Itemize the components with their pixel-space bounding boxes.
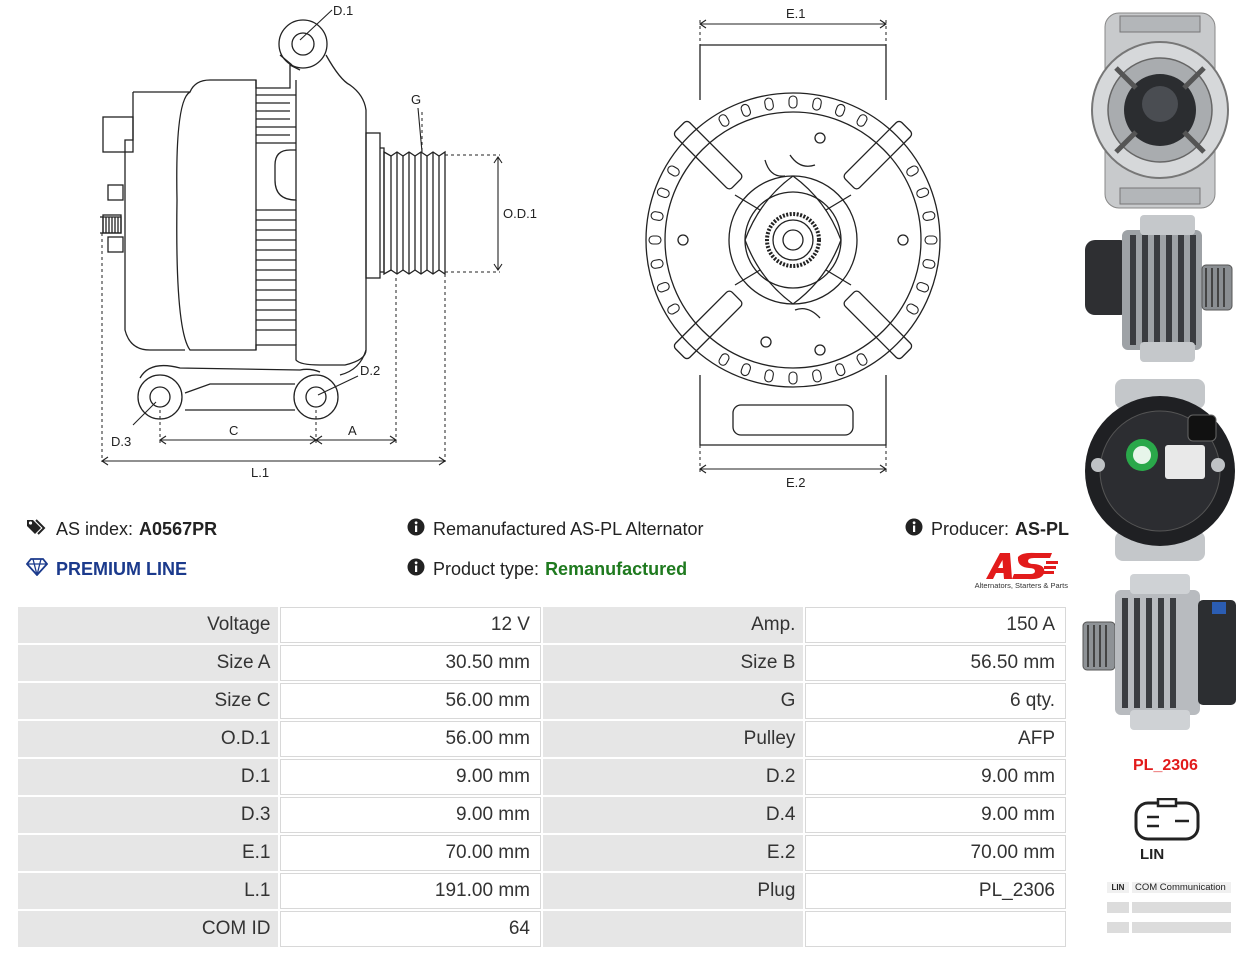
spec-label: Size A bbox=[18, 645, 278, 681]
alternator-photo-front bbox=[1080, 8, 1238, 213]
vent-slot bbox=[656, 187, 670, 199]
spec-row bbox=[18, 835, 1066, 871]
com-legend-desc bbox=[1132, 922, 1231, 933]
spec-label: E.1 bbox=[18, 835, 278, 871]
vent-slot bbox=[856, 352, 869, 366]
spec-value: 6 qty. bbox=[805, 683, 1066, 719]
label-d2: D.2 bbox=[360, 363, 381, 378]
tags-icon bbox=[26, 518, 48, 541]
spec-row bbox=[18, 683, 1066, 719]
vent-slot bbox=[789, 372, 797, 384]
spec-label: COM ID bbox=[18, 911, 278, 947]
spec-value: 9.00 mm bbox=[280, 759, 540, 795]
spec-label: Plug bbox=[543, 873, 803, 909]
info-icon bbox=[407, 518, 425, 541]
info-icon bbox=[905, 518, 923, 541]
label-e1: E.1 bbox=[786, 6, 806, 21]
vent-slot bbox=[916, 281, 930, 293]
vent-slot bbox=[925, 236, 937, 244]
spec-value: AFP bbox=[805, 721, 1066, 757]
producer-value: AS-PL bbox=[1015, 519, 1070, 539]
plug-connector-icon bbox=[1133, 798, 1203, 846]
as-index-row bbox=[26, 518, 217, 541]
spec-value: 9.00 mm bbox=[805, 797, 1066, 833]
plug-code: PL_2306 bbox=[1133, 757, 1198, 774]
spec-row bbox=[18, 645, 1066, 681]
spec-label: L.1 bbox=[18, 873, 278, 909]
spec-label: Voltage bbox=[18, 607, 278, 643]
spec-label: G bbox=[543, 683, 803, 719]
spec-label bbox=[543, 911, 803, 947]
logo-tagline: Alternators, Starters & Parts bbox=[974, 581, 1068, 590]
spec-label: Size C bbox=[18, 683, 278, 719]
label-od1: O.D.1 bbox=[503, 206, 537, 221]
spec-value: 56.00 mm bbox=[280, 721, 540, 757]
product-type-value: Remanufactured bbox=[545, 559, 688, 579]
product-type-label: Product type: bbox=[433, 559, 540, 579]
vent-slot bbox=[834, 363, 846, 377]
label-l1: L.1 bbox=[251, 465, 270, 480]
product-type-row bbox=[407, 558, 687, 581]
vent-slot bbox=[764, 369, 774, 382]
description-row bbox=[407, 518, 703, 541]
spec-label: D.3 bbox=[18, 797, 278, 833]
vent-slot bbox=[740, 103, 752, 117]
vent-slot bbox=[922, 211, 935, 221]
vent-slot bbox=[666, 165, 680, 178]
label-a: A bbox=[348, 423, 357, 438]
producer-label: Producer: bbox=[931, 519, 1010, 539]
info-icon bbox=[407, 558, 425, 581]
spec-value: 64 bbox=[280, 911, 540, 947]
spec-value: 9.00 mm bbox=[805, 759, 1066, 795]
description-text: Remanufactured AS-PL Alternator bbox=[433, 519, 704, 539]
vent-slot bbox=[834, 103, 846, 117]
com-legend-row bbox=[1107, 920, 1231, 934]
vent-slot bbox=[905, 303, 919, 316]
spec-value: 70.00 mm bbox=[280, 835, 540, 871]
as-logo bbox=[966, 549, 1068, 591]
vent-slot bbox=[656, 281, 670, 293]
spec-value bbox=[805, 911, 1066, 947]
vent-slot bbox=[916, 187, 930, 199]
spec-value: 30.50 mm bbox=[280, 645, 540, 681]
alternator-photo-pulley-side bbox=[1080, 570, 1238, 735]
vent-slot bbox=[718, 113, 731, 127]
as-index-label: AS index: bbox=[56, 519, 134, 539]
com-legend bbox=[1107, 880, 1231, 940]
spec-value: 12 V bbox=[280, 607, 540, 643]
com-legend-desc: COM Communication bbox=[1132, 882, 1231, 893]
vent-slot bbox=[856, 113, 869, 127]
vent-slot bbox=[718, 352, 731, 366]
spec-value: PL_2306 bbox=[805, 873, 1066, 909]
vent-slot bbox=[764, 97, 774, 110]
spec-label: E.2 bbox=[543, 835, 803, 871]
spec-value: 56.50 mm bbox=[805, 645, 1066, 681]
alternator-photo-rear bbox=[1080, 375, 1238, 565]
label-c: C bbox=[229, 423, 239, 438]
plug-protocol: LIN bbox=[1140, 846, 1165, 863]
diamond-icon bbox=[26, 558, 48, 581]
spec-label: D.1 bbox=[18, 759, 278, 795]
spec-label: D.2 bbox=[543, 759, 803, 795]
vent-slot bbox=[650, 211, 663, 221]
label-e2: E.2 bbox=[786, 475, 806, 490]
spec-row bbox=[18, 721, 1066, 757]
spec-label: D.4 bbox=[543, 797, 803, 833]
vent-slot bbox=[789, 96, 797, 108]
spec-value: 191.00 mm bbox=[280, 873, 540, 909]
com-legend-code bbox=[1107, 902, 1129, 913]
producer-row bbox=[905, 518, 1069, 541]
label-d1: D.1 bbox=[333, 3, 354, 18]
spec-row bbox=[18, 873, 1066, 909]
spec-row bbox=[18, 759, 1066, 795]
spec-label: Size B bbox=[543, 645, 803, 681]
spec-row bbox=[18, 911, 1066, 947]
as-index-value: A0567PR bbox=[139, 519, 218, 539]
com-legend-row bbox=[1107, 900, 1231, 914]
vent-slot bbox=[905, 165, 919, 178]
spec-value: 9.00 mm bbox=[280, 797, 540, 833]
vent-slot bbox=[812, 97, 822, 110]
label-d3: D.3 bbox=[111, 434, 132, 449]
spec-label: O.D.1 bbox=[18, 721, 278, 757]
spec-value: 70.00 mm bbox=[805, 835, 1066, 871]
spec-label: Amp. bbox=[543, 607, 803, 643]
vent-slot bbox=[812, 369, 822, 382]
spec-value: 150 A bbox=[805, 607, 1066, 643]
com-legend-code: LIN bbox=[1107, 882, 1129, 893]
premium-line-row bbox=[26, 558, 187, 581]
vent-slot bbox=[650, 259, 663, 269]
com-legend-row bbox=[1107, 880, 1231, 894]
com-legend-desc bbox=[1132, 902, 1231, 913]
spec-row bbox=[18, 797, 1066, 833]
alternator-photo-side bbox=[1080, 210, 1238, 370]
side-view-drawing bbox=[96, 0, 556, 490]
vent-slot bbox=[649, 236, 661, 244]
premium-line-label: PREMIUM LINE bbox=[56, 559, 188, 579]
vent-slot bbox=[740, 363, 752, 377]
spec-table bbox=[16, 605, 1068, 949]
com-legend-code bbox=[1107, 922, 1129, 933]
spec-label: Pulley bbox=[543, 721, 803, 757]
vent-slot bbox=[922, 259, 935, 269]
spec-row bbox=[18, 607, 1066, 643]
front-view-drawing bbox=[640, 0, 960, 495]
spec-value: 56.00 mm bbox=[280, 683, 540, 719]
vent-slot bbox=[666, 303, 680, 316]
label-g: G bbox=[411, 92, 422, 107]
